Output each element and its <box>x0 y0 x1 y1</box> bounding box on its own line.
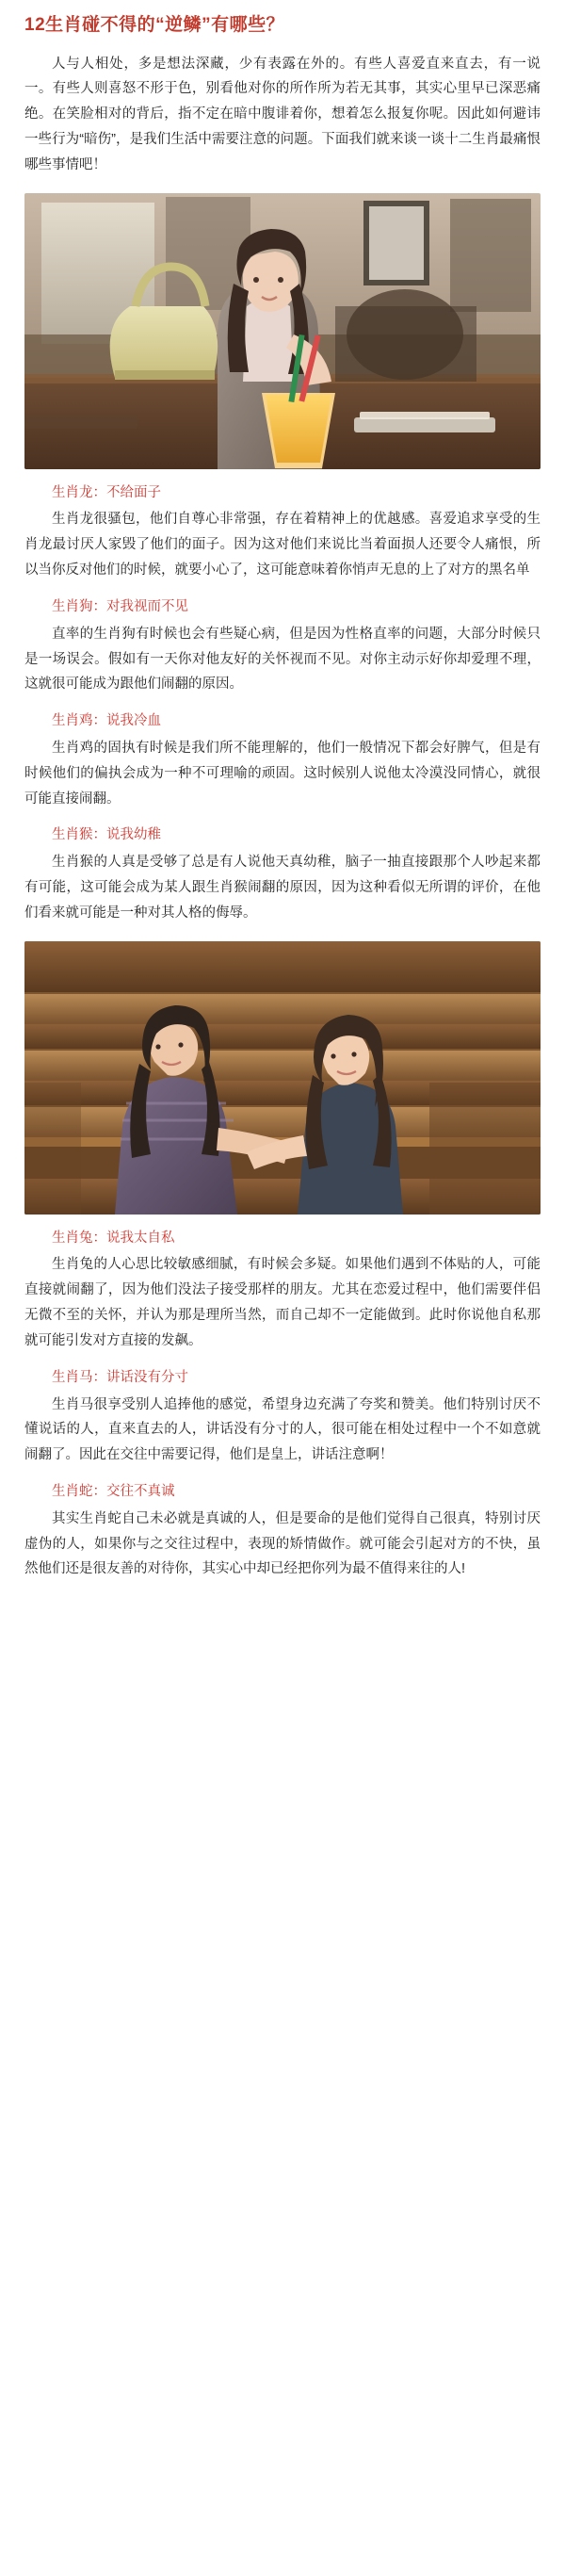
section-body: 其实生肖蛇自己未必就是真诚的人，但是要命的是他们觉得自己很真，特别讨厌虚伪的人，如果你与之交往过程中，表现的矫情做作。就可能会引起对方的不快，虽然他们还是很友善的对待你，其实心中却已经把你列为最不值得来往的人! <box>24 1510 541 1577</box>
section-body: 生肖兔的人心思比较敏感细腻，有时候会多疑。如果他们遇到不体贴的人，可能直接就闹翻了，因为他们没法子接受那样的朋友。尤其在恋爱过程中，他们需要伴侣无微不至的关怀，并认为那是理所当然，而自己却不一定能做到。此时你说他自私那就可能引发对方直接的发飙。 <box>24 1257 541 1348</box>
section-heading: 生肖猴：说我幼稚 <box>52 827 161 843</box>
section-monkey <box>24 823 541 925</box>
section-body: 生肖龙很骚包，他们自尊心非常强，存在着精神上的优越感。喜爱追求享受的生肖龙最讨厌人家毁了他们的面子。因为这对他们来说比当着面损人还要令人痛恨，所以当你反对他们的时候，就要小心了，这可能意味着你悄声无息的上了对方的黑名单 <box>24 512 541 579</box>
section-horse <box>24 1365 541 1468</box>
article-image-bench <box>24 941 541 1215</box>
section-heading: 生肖马：讲话没有分寸 <box>52 1369 188 1385</box>
section-rabbit <box>24 1226 541 1354</box>
section-body: 生肖马很享受别人追捧他的感觉，希望身边充满了夸奖和赞美。他们特别讨厌不懂说话的人，直来直去的人，讲话没有分寸的人，很可能在相处过程中一个不如意就闹翻了。因此在交往中需要记得，他们是皇上，讲话注意啊！ <box>24 1396 541 1463</box>
section-heading: 生肖蛇：交往不真诚 <box>52 1483 175 1499</box>
section-dragon <box>24 481 541 583</box>
section-heading: 生肖兔：说我太自私 <box>52 1230 175 1246</box>
section-heading: 生肖龙：不给面子 <box>52 484 161 500</box>
intro-paragraph: 人与人相处，多是想法深藏，少有表露在外的。有些人喜爱直来直去，有一说一。有些人则喜怒不形于色，别看他对你的所作所为若无其事，其实心里早已深恶痛绝。在笑脸相对的背后，指不定在暗中腹诽着你，想着怎么报复你呢。因此如何避讳一些行为“暗伤”，是我们生活中需要注意的问题。下面我们就来谈一谈十二生肖最痛恨哪些事情吧！ <box>24 56 541 172</box>
article-image-cafe <box>24 193 541 469</box>
section-heading: 生肖狗：对我视而不见 <box>52 598 188 614</box>
section-dog <box>24 595 541 697</box>
section-snake <box>24 1479 541 1582</box>
section-body: 生肖猴的人真是受够了总是有人说他天真幼稚，脑子一抽直接跟那个人吵起来都有可能，这可能会成为某人跟生肖猴闹翻的原因，因为这种看似无所谓的评价，在他们看来就可能是一种对其人格的侮辱。 <box>24 855 541 921</box>
section-heading: 生肖鸡：说我冷血 <box>52 713 161 729</box>
page-title: 12生肖碰不得的“逆鳞”有哪些？ <box>24 15 285 35</box>
section-body: 直率的生肖狗有时候也会有些疑心病，但是因为性格直率的问题，大部分时候只是一场误会。假如有一天你对他友好的关怀视而不见。对你主动示好你却爱理不理，这就很可能成为跟他们闹翻的原因。 <box>24 626 541 693</box>
section-body: 生肖鸡的固执有时候是我们所不能理解的，他们一般情况下都会好脾气，但是有时候他们的偏执会成为一种不可理喻的顽固。这时候别人说他太冷漠没同情心，就很可能直接闹翻。 <box>24 740 541 807</box>
section-rooster <box>24 709 541 811</box>
